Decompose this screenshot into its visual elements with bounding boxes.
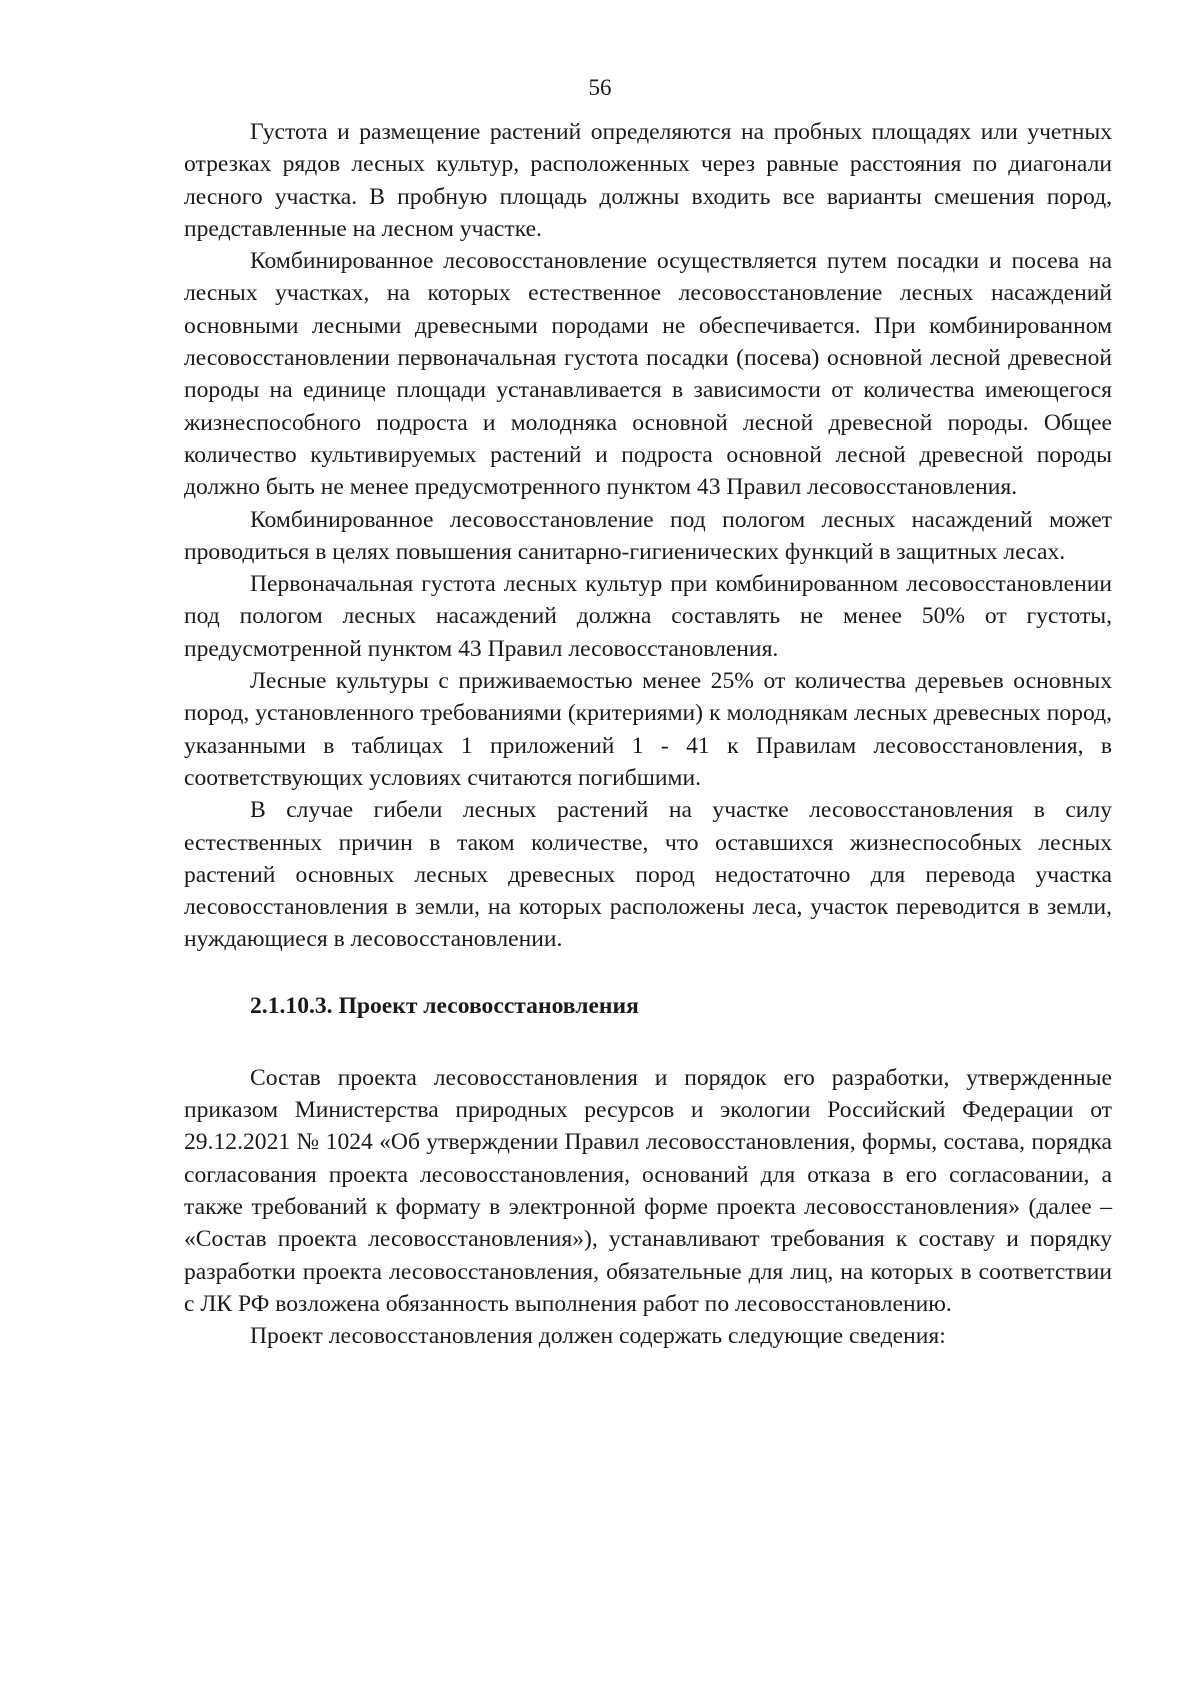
page-body — [184, 116, 1112, 1352]
paragraph-project-contents: Проект лесовосстановления должен содержать следующие сведения: — [250, 1323, 946, 1350]
paragraph-combined-reforestation: Комбинированное лесовосстановление осуществляется путем посадки и посева на лесных участках, на которых естественное лесовосстановление лесных насаждений основными лесными древесными породами не обеспечивается. При комбинированном лесовосстановлении первоначальная густота посадки (посева) основной лесной древесной породы на единице площади устанавливается в зависимости от количества имеющегося жизнеспособного подроста и молодняка основной лесной древесной породы. Общее количество культивируемых растений и подроста основной лесной древесной породы должно быть не менее предусмотренного пунктом 43 Правил лесовосстановления. — [184, 248, 1112, 501]
paragraph-survival-rate: Лесные культуры с приживаемостью менее 25% от количества деревьев основных пород, установленного требованиями (критериями) к молоднякам лесных древесных пород, указанными в таблицах 1 приложений 1 - 41 к Правилам лесовосстановления, в соответствующих условиях считаются погибшими. — [184, 668, 1112, 791]
section-heading: 2.1.10.3. Проект лесовосстановления — [250, 992, 639, 1019]
paragraph-initial-density: Первоначальная густота лесных культур при комбинированном лесовосстановлении под пологом лесных насаждений должна составлять не менее 50% от густоты, предусмотренной пунктом 43 Правил лесовосстановления. — [184, 571, 1112, 662]
paragraph-planting-density: Густота и размещение растений определяются на пробных площадях или учетных отрезках рядов лесных культур, расположенных через равные расстояния по диагонали лесного участка. В пробную площадь должны входить все варианты смешения пород, представленные на лесном участке. — [184, 119, 1112, 242]
paragraph-under-canopy: Комбинированное лесовосстановление под пологом лесных насаждений может проводиться в целях повышения санитарно-гигиенических функций в защитных лесах. — [184, 506, 1112, 565]
paragraph-plant-loss: В случае гибели лесных растений на участке лесовосстановления в силу естественных причин в таком количестве, что оставшихся жизнеспособных лесных растений основных лесных древесных пород недостаточно для перевода участка лесовосстановления в земли, на которых расположены леса, участок переводится в земли, нуждающиеся в лесовосстановлении. — [184, 797, 1112, 953]
page-number: 56 — [588, 75, 612, 100]
paragraph-project-composition: Состав проекта лесовосстановления и порядок его разработки, утвержденные приказом Министерства природных ресурсов и экологии Российский Федерации от 29.12.2021 № 1024 «Об утверждении Правил лесовосстановления, формы, состава, порядка согласования проекта лесовосстановления, оснований для отказа в его согласовании, а также требований к формату в электронной форме проекта лесовосстановления» (далее – «Состав проекта лесовосстановления»), устанавливают требования к составу и порядку разработки проекта лесовосстановления, обязательные для лиц, на которых в соответствии с ЛК РФ возложена обязанность выполнения работ по лесовосстановлению. — [184, 1064, 1112, 1317]
